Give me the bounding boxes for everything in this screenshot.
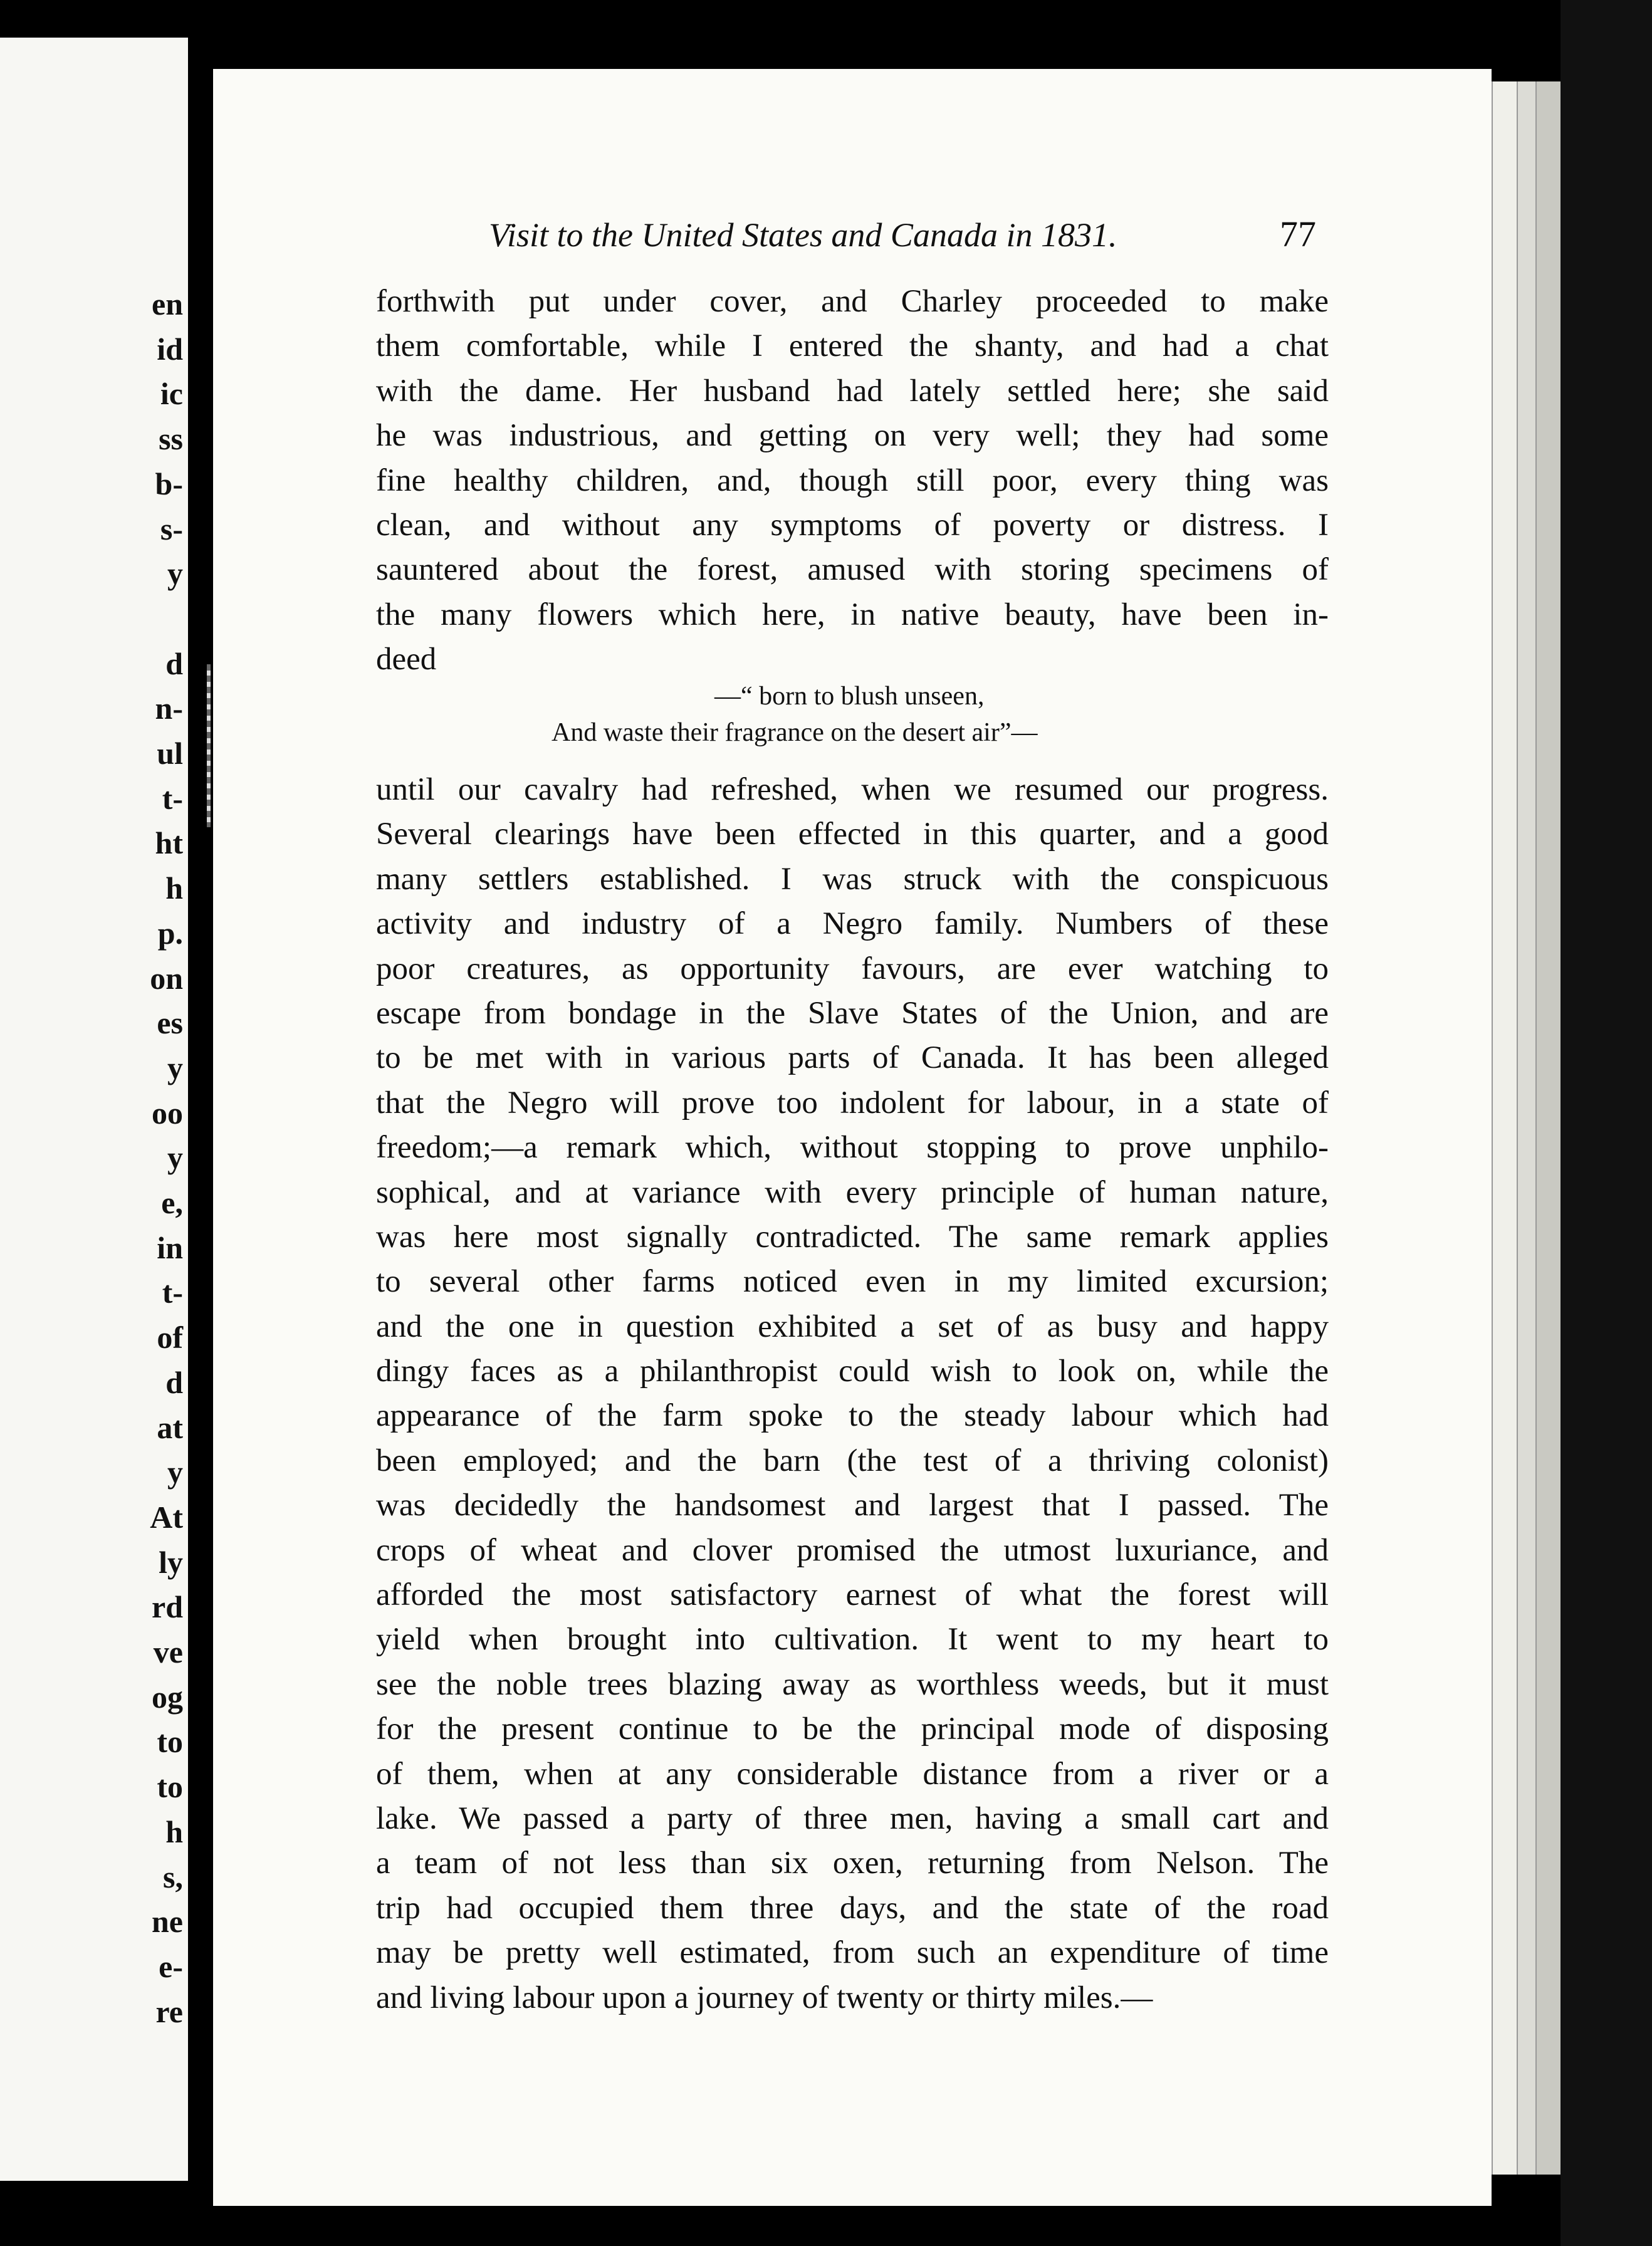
left-page-fragment-line: ht bbox=[155, 825, 183, 861]
text-line: them comfortable, while I entered the shanty, and had a chat bbox=[376, 328, 1329, 364]
left-page-fragment-line: id bbox=[157, 331, 183, 367]
text-line: been employed; and the barn (the test of a thriving colonist) bbox=[376, 1443, 1329, 1478]
left-page-fragment-line: t- bbox=[162, 1275, 183, 1310]
left-page-fragment-line: e- bbox=[159, 1949, 183, 1984]
page-edge bbox=[1517, 81, 1537, 2175]
left-page-fragment-line: d bbox=[165, 1364, 183, 1400]
text-line: trip had occupied them three days, and the state of the road bbox=[376, 1890, 1329, 1926]
text-line: and the one in question exhibited a set of as busy and happy bbox=[376, 1308, 1329, 1344]
text-line: appearance of the farm spoke to the steady labour which had bbox=[376, 1398, 1329, 1434]
left-page-fragment bbox=[0, 38, 188, 2181]
left-page-fragment-line: b- bbox=[155, 466, 183, 501]
scan-background bbox=[1561, 0, 1652, 2246]
text-line: until our cavalry had refreshed, when we resumed our progress. bbox=[376, 772, 1329, 807]
text-line: fine healthy children, and, though still poor, every thing was bbox=[376, 462, 1329, 498]
left-page-fragment-line: y bbox=[167, 1050, 183, 1085]
left-page-fragment-line: n- bbox=[155, 691, 183, 726]
page-edge bbox=[1535, 81, 1562, 2175]
left-page-fragment-line: ne bbox=[152, 1904, 183, 1940]
text-line: forthwith put under cover, and Charley proceeded to make bbox=[376, 284, 1329, 319]
text-line: dingy faces as a philanthropist could wish to look on, while the bbox=[376, 1354, 1329, 1389]
paragraph-2 bbox=[376, 768, 1329, 2020]
left-page-fragment-line: ve bbox=[153, 1634, 183, 1670]
text-line: many settlers established. I was struck with the conspicuous bbox=[376, 861, 1329, 897]
text-line: to be met with in various parts of Canada. It has been alleged bbox=[376, 1040, 1329, 1076]
page-number: 77 bbox=[1280, 214, 1316, 254]
poetry-quotation bbox=[376, 678, 1329, 751]
paragraph-1 bbox=[376, 279, 1329, 682]
text-line: escape from bondage in the Slave States of the Union, and are bbox=[376, 995, 1329, 1031]
left-page-fragment-line: rd bbox=[152, 1589, 183, 1625]
text-line: deed bbox=[376, 642, 437, 677]
text-line: activity and industry of a Negro family. Numbers of these bbox=[376, 906, 1329, 942]
left-page-fragment-line: e, bbox=[161, 1185, 183, 1221]
running-title: Visit to the United States and Canada in 1831. bbox=[489, 216, 1117, 254]
left-page-fragment-line: ly bbox=[159, 1544, 183, 1580]
text-line: was here most signally contradicted. The same remark applies bbox=[376, 1219, 1329, 1255]
left-page-fragment-line: to bbox=[157, 1724, 183, 1760]
left-page-fragment-line: oo bbox=[152, 1095, 183, 1131]
left-page-fragment-line: s- bbox=[160, 511, 183, 546]
left-page-fragment-line: re bbox=[155, 1993, 183, 2029]
left-page-fragment-line: at bbox=[157, 1409, 183, 1445]
quote-line-2: And waste their fragrance on the desert air”— bbox=[552, 718, 1038, 747]
left-page-fragment-line: on bbox=[150, 960, 183, 996]
left-page-fragment-line: y bbox=[167, 556, 183, 592]
text-line: clean, and without any symptoms of poverty or distress. I bbox=[376, 507, 1329, 543]
page-edge bbox=[1492, 81, 1518, 2175]
left-page-fragment-line: h bbox=[165, 1814, 183, 1849]
text-line: was decidedly the handsomest and largest that I passed. The bbox=[376, 1488, 1329, 1523]
text-line: sophical, and at variance with every principle of human nature, bbox=[376, 1174, 1329, 1210]
text-line: yield when brought into cultivation. It went to my heart to bbox=[376, 1622, 1329, 1658]
text-line: and living labour upon a journey of twenty or thirty miles.— bbox=[376, 1980, 1153, 2015]
text-line: that the Negro will prove too indolent for labour, in a state of bbox=[376, 1085, 1329, 1120]
left-page-fragment-line: s, bbox=[163, 1859, 183, 1894]
text-line: sauntered about the forest, amused with storing specimens of bbox=[376, 552, 1329, 588]
text-line: poor creatures, as opportunity favours, are ever watching to bbox=[376, 951, 1329, 986]
text-line: the many flowers which here, in native beauty, have been in- bbox=[376, 597, 1329, 632]
gutter-binding bbox=[207, 664, 211, 827]
left-page-fragment-line: to bbox=[157, 1769, 183, 1805]
left-page-fragment-line: h bbox=[165, 870, 183, 906]
text-line: of them, when at any considerable distance from a river or a bbox=[376, 1756, 1329, 1792]
text-line: afforded the most satisfactory earnest of what the forest will bbox=[376, 1577, 1329, 1613]
text-line: lake. We passed a party of three men, having a small cart and bbox=[376, 1800, 1329, 1836]
text-line: may be pretty well estimated, from such an expenditure of time bbox=[376, 1935, 1329, 1971]
text-line: freedom;—a remark which, without stopping to prove unphilo- bbox=[376, 1130, 1329, 1166]
left-page-fragment-line: ic bbox=[160, 376, 183, 412]
left-page-fragment-line: of bbox=[157, 1320, 183, 1355]
text-line: a team of not less than six oxen, returning from Nelson. The bbox=[376, 1846, 1329, 1881]
left-page-fragment-line: ss bbox=[159, 421, 183, 457]
left-page-fragment-line: At bbox=[150, 1499, 183, 1535]
text-line: for the present continue to be the principal mode of disposing bbox=[376, 1711, 1329, 1747]
left-page-fragment-line: d bbox=[165, 645, 183, 681]
text-line: see the noble trees blazing away as worthless weeds, but it must bbox=[376, 1666, 1329, 1702]
left-page-fragment-line: p. bbox=[157, 915, 183, 951]
text-line: with the dame. Her husband had lately settled here; she said bbox=[376, 373, 1329, 409]
left-page-text-fragments bbox=[108, 282, 183, 2034]
page-header bbox=[489, 213, 1316, 263]
left-page-fragment-line: ul bbox=[157, 736, 183, 771]
left-page-fragment-line: y bbox=[167, 1455, 183, 1490]
left-page-fragment-line bbox=[108, 597, 183, 642]
left-page-fragment-line: es bbox=[157, 1005, 183, 1041]
left-page-fragment-line: en bbox=[152, 286, 183, 321]
text-line: crops of wheat and clover promised the utmost luxuriance, and bbox=[376, 1532, 1329, 1568]
left-page-fragment-line: t- bbox=[162, 780, 183, 816]
left-page-fragment-line: og bbox=[152, 1679, 183, 1715]
text-line: to several other farms noticed even in my limited excursion; bbox=[376, 1264, 1329, 1300]
text-line: Several clearings have been effected in this quarter, and a good bbox=[376, 817, 1329, 852]
text-line: he was industrious, and getting on very well; they had some bbox=[376, 418, 1329, 454]
left-page-fragment-line: y bbox=[167, 1140, 183, 1176]
quote-line-1: —“ born to blush unseen, bbox=[714, 682, 985, 711]
left-page-fragment-line: in bbox=[157, 1230, 183, 1265]
